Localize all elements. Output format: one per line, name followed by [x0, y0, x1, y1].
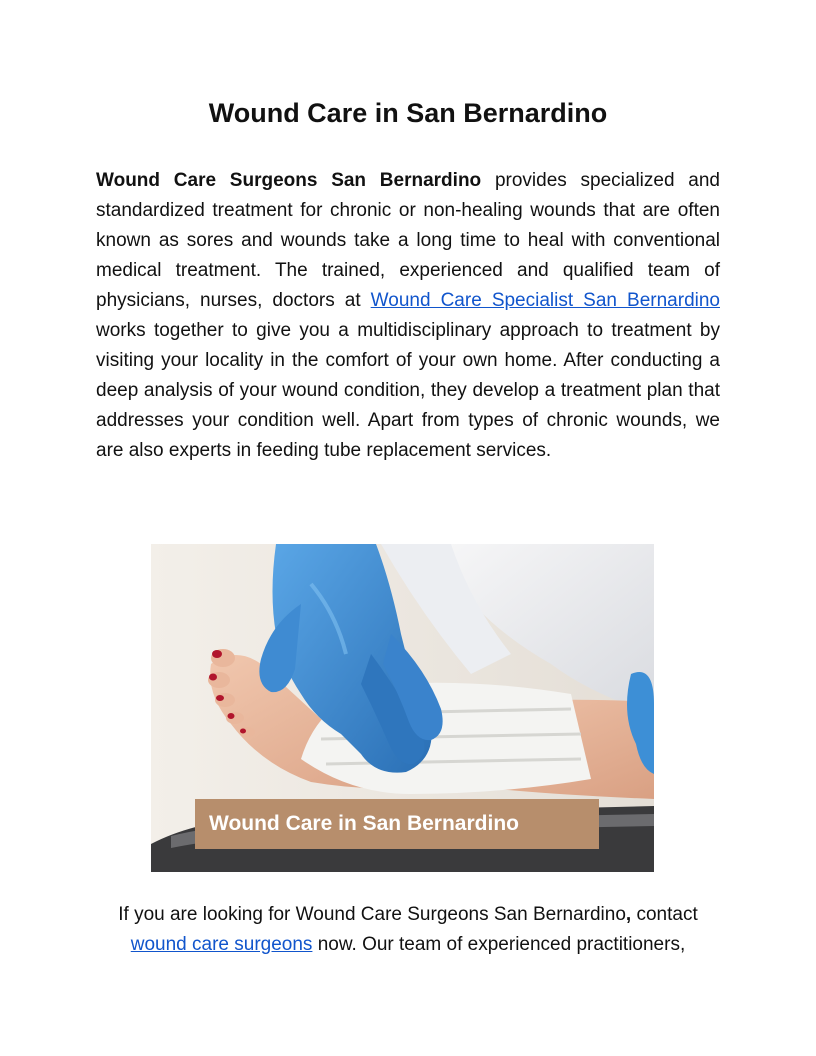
page-title: Wound Care in San Bernardino [208, 98, 608, 128]
closing-text-3: now. Our team of experienced practitioners, [312, 934, 686, 955]
intro-text-1: provides specialized and standardized treatment for chronic or non-healing wounds that are often known as sores and wounds take a long time to heal with conventional medical treatment. The trained, experienced and qualified team of physicians, nurses, doctors at [96, 170, 720, 311]
intro-text-2: works together to give you a multidisciplinary approach to treatment by visiting your locality in the comfort of your own home. After conducting a deep analysis of your wound condition, they develop a treatment plan that addresses your condition well. Apart from types of chronic wounds, we are also experts in feeding tube replacement services. [96, 320, 720, 461]
closing-comma: , [625, 904, 632, 925]
intro-lead-bold: Wound Care Surgeons San Bernardino [96, 170, 482, 191]
intro-paragraph [96, 166, 720, 466]
wound-care-photo [151, 544, 654, 872]
wound-care-surgeons-link[interactable]: wound care surgeons [130, 934, 313, 955]
closing-text-1: If you are looking for Wound Care Surgeons San Bernardino [118, 904, 626, 925]
image-caption-banner: Wound Care in San Bernardino [195, 799, 599, 849]
closing-paragraph [96, 900, 720, 960]
wound-care-specialist-link[interactable]: Wound Care Specialist San Bernardino [370, 290, 720, 311]
closing-text-2: contact [631, 904, 698, 925]
